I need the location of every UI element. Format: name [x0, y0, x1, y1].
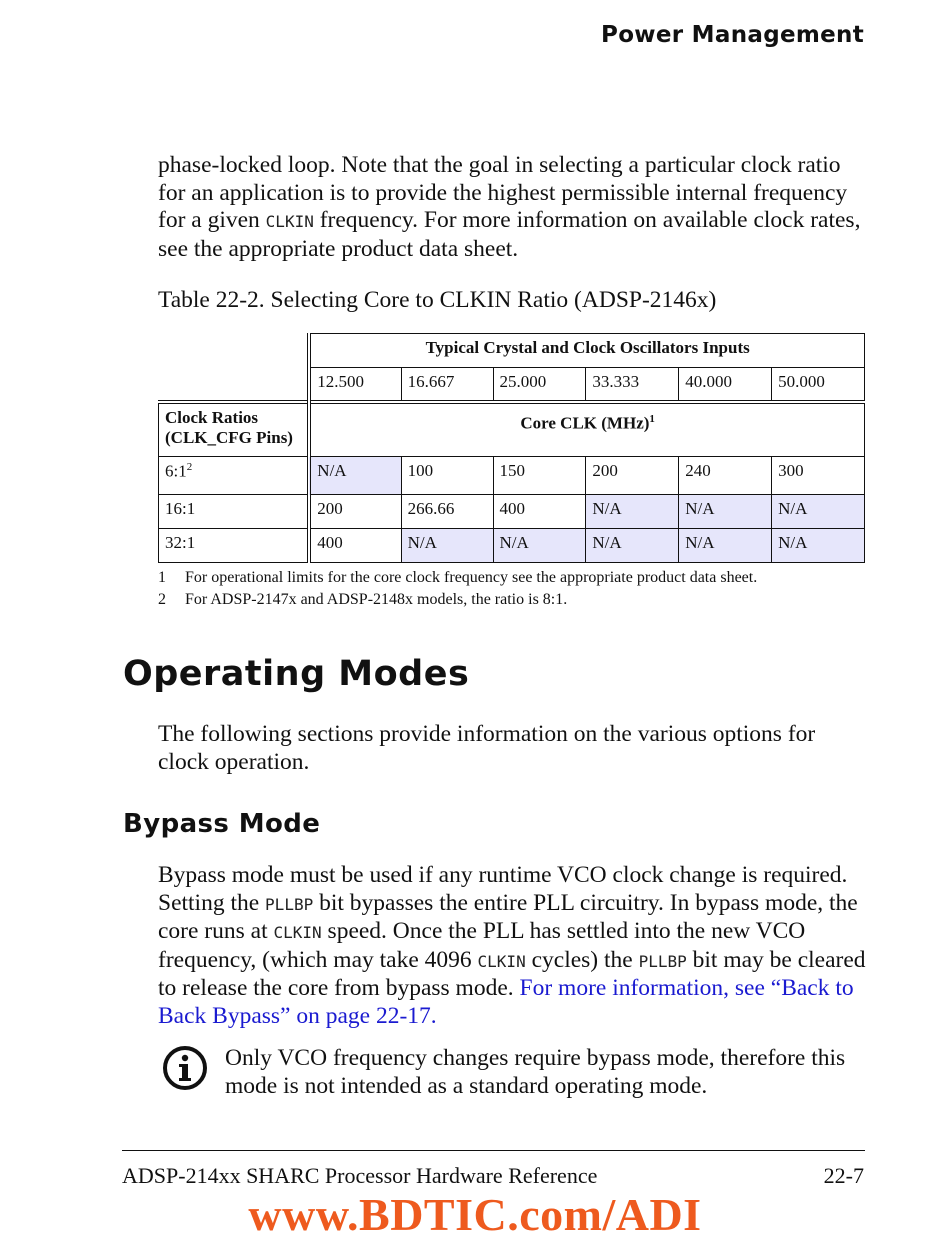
core-clk-cell: 200 — [309, 495, 401, 529]
intro-paragraph: phase-locked loop. Note that the goal in selecting a particular clock ratio for an application is to provide the highest permissible internal frequency for a given CLKIN frequency. For more information on available clock rates, see the appropriate product data sheet. — [158, 152, 861, 262]
ratio-cell: $6:1^2$ — [159, 457, 310, 495]
core-clk-cell: N/A — [493, 529, 586, 563]
table-footnote: 2 For ADSP-2147x and ADSP-2148x models, the ratio is 8:1. — [158, 591, 568, 608]
input-freq: 33.333 — [586, 368, 679, 402]
operating-modes-heading: Operating Modes — [123, 654, 470, 694]
footer-page-number: 22-7 — [823, 1163, 864, 1188]
input-freq: 16.667 — [401, 368, 493, 402]
table-caption: Table 22-2. Selecting Core to CLKIN Ratio (ADSP-2146x) — [158, 287, 717, 313]
ratio-cell: 32:1 — [159, 529, 310, 563]
watermark-url: www.BDTIC.com/ADI — [248, 1189, 702, 1240]
core-clk-cell: N/A — [772, 529, 865, 563]
core-clk-cell: N/A — [401, 529, 493, 563]
core-clk-cell: 200 — [586, 457, 679, 495]
core-clk-cell: N/A — [586, 529, 679, 563]
core-clk-cell: 100 — [401, 457, 493, 495]
ratio-cell: 16:1 — [159, 495, 310, 529]
core-clk-cell: N/A — [772, 495, 865, 529]
core-clk-cell: 400 — [309, 529, 401, 563]
input-freq: 12.500 — [309, 368, 401, 402]
footer-book-title: ADSP-214xx SHARC Processor Hardware Reference — [122, 1163, 598, 1188]
core-clk-cell: 300 — [772, 457, 865, 495]
note-text: Only VCO frequency changes require bypass mode, therefore this mode is not intended as a standard operating mode. — [225, 1045, 846, 1099]
core-clk-cell: N/A — [586, 495, 679, 529]
footer-divider — [122, 1150, 865, 1151]
bypass-mode-heading: Bypass Mode — [123, 809, 321, 839]
core-clk-cell: 266.66 — [401, 495, 493, 529]
input-freq: 50.000 — [772, 368, 865, 402]
bypass-mode-paragraph: Bypass mode must be used if any runtime VCO clock change is required. Setting the PLLBP bit bypasses the entire PLL circuitry. In bypass mode, the core runs at CLKIN speed. Once the PLL has settled into the new VCO frequency, (which may take 4096 CLKIN cycles) the PLLBP bit may be cleared to release the core from bypass mode. For more information, see “Back to Back Bypass” on page 22-17. — [158, 862, 866, 1029]
input-freq: 40.000 — [679, 368, 772, 402]
clock-ratio-table — [158, 333, 865, 563]
table-footnote: 1 For operational limits for the core clock frequency see the appropriate product data sheet. — [158, 569, 758, 586]
core-clk-header: Core CLK (MHz)$^1$ — [309, 402, 864, 457]
group-header: Typical Crystal and Clock Oscillators Inputs — [309, 334, 864, 368]
core-clk-cell: 240 — [679, 457, 772, 495]
core-clk-cell: N/A — [679, 529, 772, 563]
operating-modes-paragraph: The following sections provide information on the various options for clock operation. — [158, 721, 816, 775]
core-clk-cell: 400 — [493, 495, 586, 529]
core-clk-cell: N/A — [679, 495, 772, 529]
info-icon — [162, 1045, 208, 1091]
back-to-back-bypass-link[interactable]: For more information, see “Back to Back Bypass” on page 22-17. — [158, 975, 854, 1029]
input-freq: 25.000 — [493, 368, 586, 402]
core-clk-cell: 150 — [493, 457, 586, 495]
ratio-header: Clock Ratios (CLK_CFG Pins) — [159, 402, 310, 457]
section-title: Power Management — [601, 22, 864, 48]
core-clk-cell: N/A — [309, 457, 401, 495]
